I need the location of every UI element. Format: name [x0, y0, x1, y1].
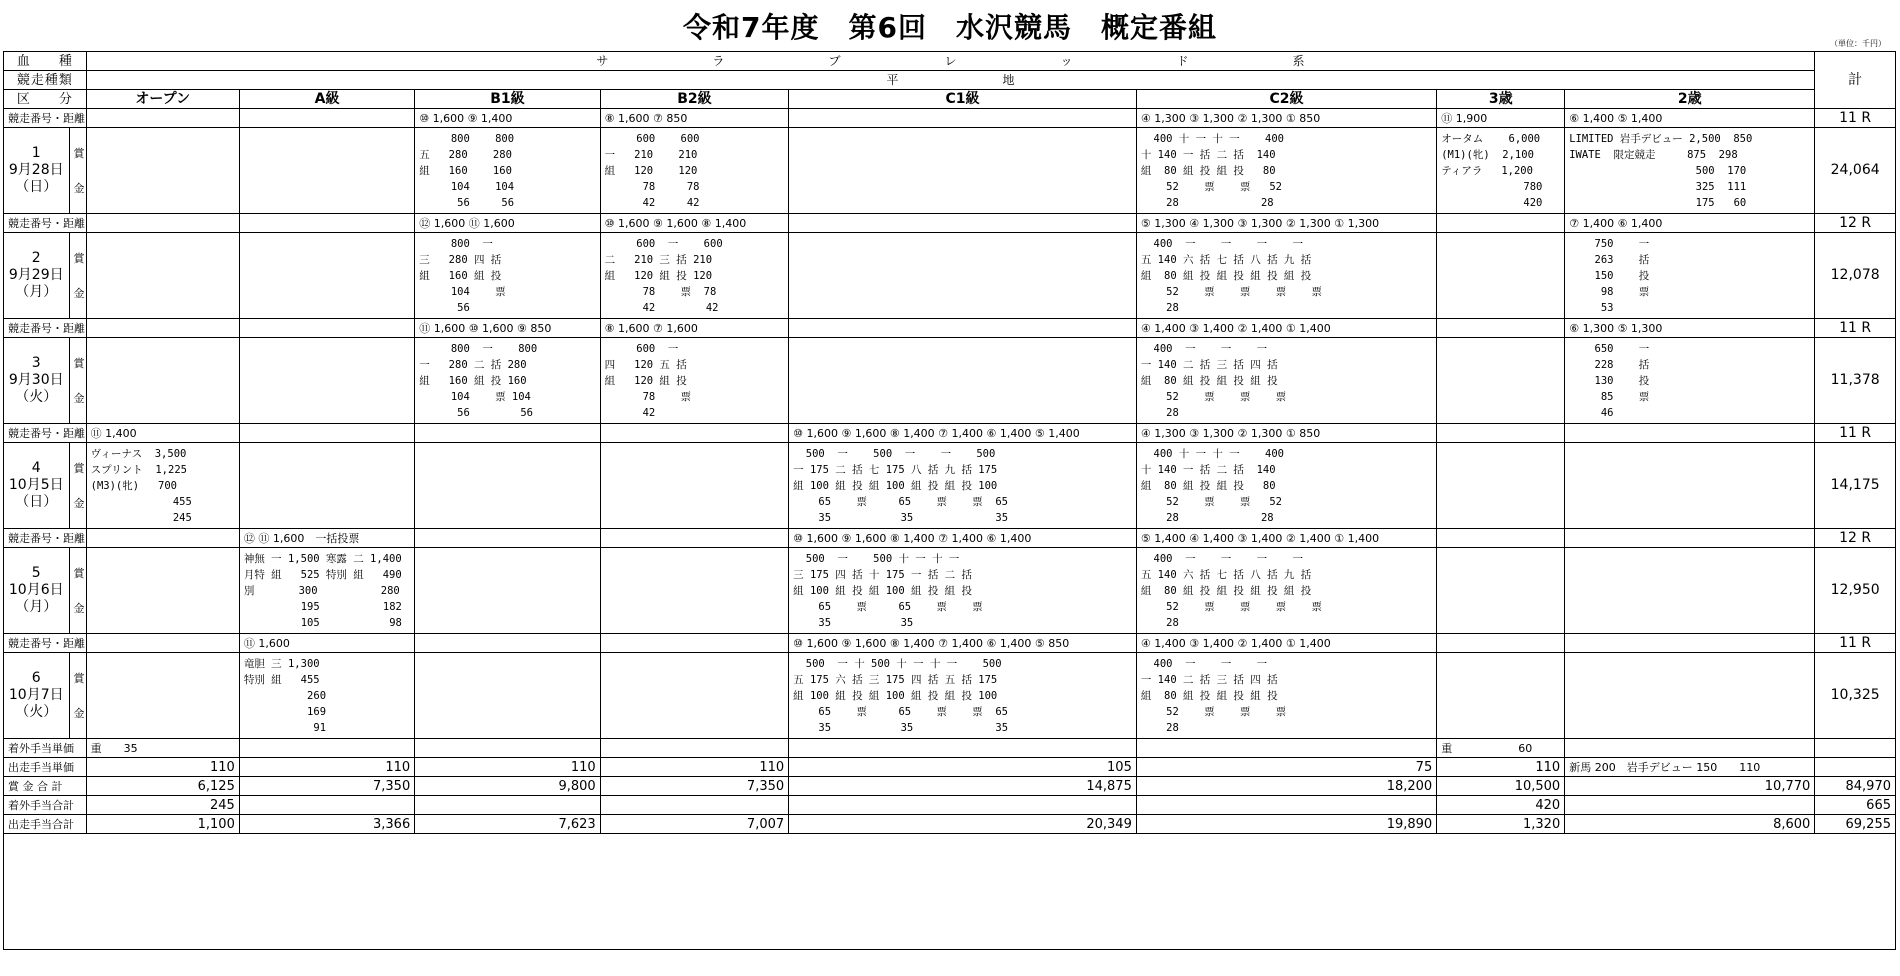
prize-total-row-value: 6,125 [86, 777, 239, 796]
race-type-label: 競走種類 [4, 71, 87, 90]
prize-cell [1136, 233, 1436, 319]
race-distance-cell [239, 214, 414, 233]
day-total: 12,078 [1815, 233, 1896, 319]
day-number: 4 [31, 460, 41, 476]
prize-kanji-char: 賞 [73, 566, 85, 580]
day-date: 10月7日 [8, 687, 64, 703]
extra-unit-row [4, 739, 1896, 758]
prize-cell [86, 128, 239, 214]
race-distance-cell: ⑧ 1,600 ⑦ 850 [600, 109, 788, 128]
prize-kanji-char: 金 [73, 601, 85, 615]
day-date: 9月28日 [8, 162, 64, 178]
prize-kanji [69, 128, 86, 214]
prize-total-row-value: 7,350 [600, 777, 788, 796]
prize-cell [415, 548, 600, 634]
race-number-label: 競走番号・距離 [4, 634, 87, 653]
day-date: 9月29日 [8, 267, 64, 283]
prize-kanji [69, 443, 86, 529]
prize-values: 400 一 一 一 一 140 二 括 三 括 四 括 組 80 組 投 組 投 組 投 52 票 票 票 28 [1140, 342, 1287, 419]
prize-cell [1437, 443, 1565, 529]
prize-row [4, 653, 1896, 739]
race-distance-cell [600, 634, 788, 653]
prize-row [4, 548, 1896, 634]
empty-cell [600, 739, 788, 758]
prize-values: LIMITED 岩手デビュー 2,500 850 IWATE 限定競走 875 298 500 170 325 111 175 60 [1569, 132, 1753, 209]
race-count: 11 R [1815, 634, 1896, 653]
race-distance-cell: ⑫ ⑪ 1,600 一括投票 [239, 529, 414, 548]
day-number: 2 [31, 250, 41, 266]
race-distance-cell: ⑥ 1,300 ⑤ 1,300 [1565, 319, 1815, 338]
race-distance-cell [415, 634, 600, 653]
prize-cell [86, 443, 239, 529]
race-distance-cell: ⑩ 1,600 ⑨ 1,600 ⑧ 1,400 ⑦ 1,400 ⑥ 1,400 ⑤ 850 [789, 634, 1137, 653]
start-unit-value: 105 [789, 758, 1137, 777]
race-type-row [4, 71, 1896, 90]
day-total: 11,378 [1815, 338, 1896, 424]
extra-total-open: 245 [86, 796, 239, 815]
race-number-row [4, 529, 1896, 548]
prize-cell [1565, 653, 1815, 739]
prize-kanji-char: 賞 [73, 461, 85, 475]
day-number: 5 [31, 565, 41, 581]
race-distance-cell [789, 214, 1137, 233]
prize-total-row-value: 18,200 [1136, 777, 1436, 796]
race-distance-cell: ⑩ 1,600 ⑨ 1,400 [415, 109, 600, 128]
race-distance-cell [1437, 424, 1565, 443]
start-unit-value: 110 [86, 758, 239, 777]
day-total: 12,950 [1815, 548, 1896, 634]
spread-char: 系 [1292, 53, 1305, 68]
race-distance-cell: ⑤ 1,400 ④ 1,400 ③ 1,400 ② 1,400 ① 1,400 [1136, 529, 1436, 548]
page-title: 令和7年度 第6回 水沢競馬 概定番組 [683, 11, 1217, 44]
prize-values: 500 一 500 十 一 十 一 三 175 四 括 十 175 一 括 二 括 組 100 組 投 組 100 組 投 組 投 65 票 65 票 票 35 35 [793, 552, 983, 629]
blank-cell [4, 834, 1896, 950]
start-unit-value: 75 [1136, 758, 1436, 777]
unit-note: （単位：千円） [1830, 39, 1886, 48]
class-header: 2歳 [1565, 90, 1815, 109]
prize-kanji [69, 338, 86, 424]
prize-total-row-value: 10,770 [1565, 777, 1815, 796]
extra-unit-label: 着外手当単価 [4, 739, 87, 758]
prize-row [4, 233, 1896, 319]
day-total: 10,325 [1815, 653, 1896, 739]
prize-cell [789, 653, 1137, 739]
prize-cell [1437, 128, 1565, 214]
race-distance-cell [1437, 634, 1565, 653]
prize-cell [1136, 443, 1436, 529]
start-total-row-value: 69,255 [1815, 815, 1896, 834]
prize-values: 800 800 五 280 280 組 160 160 104 104 56 56 [419, 132, 515, 209]
race-number-row [4, 424, 1896, 443]
day-number: 6 [31, 670, 41, 686]
spread-char: サ [596, 53, 609, 68]
start-unit-value: 110 [415, 758, 600, 777]
spread-char: ド [1176, 53, 1189, 68]
race-number-label: 競走番号・距離 [4, 214, 87, 233]
prize-kanji-char: 金 [73, 391, 85, 405]
prize-values: 800 一 800 一 280 二 括 280 組 160 組 投 160 104 票 104 56 56 [419, 342, 538, 419]
empty-cell [415, 739, 600, 758]
race-distance-cell [1437, 319, 1565, 338]
empty-cell [1815, 758, 1896, 777]
race-distance-cell: ④ 1,400 ③ 1,400 ② 1,400 ① 1,400 [1136, 319, 1436, 338]
schedule-table [3, 51, 1896, 950]
prize-cell [600, 233, 788, 319]
start-unit-2sai: 新馬 200 岩手デビュー 150 110 [1565, 758, 1815, 777]
prize-values: 600 一 600 二 210 三 括 210 組 120 組 投 120 78 票 78 42 42 [604, 237, 723, 314]
prize-values: 500 一 十 500 十 一 十 一 500 五 175 六 括 三 175 四 括 五 括 175 組 100 組 投 組 100 組 投 組 投 100 65 票 65 票 票 65 35 35 35 [793, 657, 1009, 734]
race-number-label: 競走番号・距離 [4, 109, 87, 128]
prize-cell [600, 128, 788, 214]
start-unit-value: 110 [239, 758, 414, 777]
prize-kanji-char: 賞 [73, 671, 85, 685]
prize-kanji-char: 金 [73, 286, 85, 300]
start-unit-value: 110 [1437, 758, 1565, 777]
prize-values: 650 一 228 括 130 投 85 票 46 [1594, 342, 1650, 419]
spread-char: レ [944, 53, 957, 68]
prize-values: 600 一 四 120 五 括 組 120 組 投 78 票 42 [604, 342, 692, 419]
start-total-row-value: 3,366 [239, 815, 414, 834]
prize-values: 750 一 263 括 150 投 98 票 53 [1594, 237, 1650, 314]
race-number-label: 競走番号・距離 [4, 529, 87, 548]
start-unit-row [4, 758, 1896, 777]
spread-char: ラ [712, 53, 725, 68]
schedule-body [4, 52, 1896, 950]
race-day [4, 128, 70, 214]
class-header: C2級 [1136, 90, 1436, 109]
class-header: A級 [239, 90, 414, 109]
prize-cell [86, 233, 239, 319]
prize-values: 竜胆 三 1,300 特別 組 455 260 169 91 [243, 657, 327, 734]
prize-cell [1565, 443, 1815, 529]
prize-cell [789, 443, 1137, 529]
race-day [4, 443, 70, 529]
prize-cell [1136, 128, 1436, 214]
class-header: 3歳 [1437, 90, 1565, 109]
spread-char: ブ [828, 53, 841, 68]
race-distance-cell: ④ 1,300 ③ 1,300 ② 1,300 ① 850 [1136, 424, 1436, 443]
prize-cell [86, 338, 239, 424]
day-weekday: （日） [15, 494, 58, 510]
prize-cell [239, 233, 414, 319]
race-distance-cell: ⑫ 1,600 ⑪ 1,600 [415, 214, 600, 233]
empty-cell [239, 739, 414, 758]
class-header: B2級 [600, 90, 788, 109]
race-distance-cell [1437, 214, 1565, 233]
race-distance-cell: ⑪ 1,900 [1437, 109, 1565, 128]
empty-cell [789, 739, 1137, 758]
prize-values: 800 一 三 280 四 括 組 160 組 投 104 票 56 [419, 237, 506, 314]
race-number-row [4, 109, 1896, 128]
empty-cell [600, 796, 788, 815]
extra-unit-open: 重 35 [86, 739, 239, 758]
prize-cell [239, 443, 414, 529]
prize-cell [1437, 653, 1565, 739]
race-distance-cell [239, 109, 414, 128]
day-weekday: （日） [15, 179, 58, 195]
prize-total-row-value: 7,350 [239, 777, 414, 796]
prize-cell [600, 338, 788, 424]
prize-cell [239, 338, 414, 424]
class-header: オープン [86, 90, 239, 109]
spread-char: ッ [1060, 53, 1073, 68]
start-total-row-value: 7,007 [600, 815, 788, 834]
extra-total-sum: 665 [1815, 796, 1896, 815]
prize-cell [789, 128, 1137, 214]
start-total-row-value: 1,100 [86, 815, 239, 834]
race-distance-cell [86, 529, 239, 548]
prize-cell [86, 653, 239, 739]
extra-total-row [4, 796, 1896, 815]
race-distance-cell: ⑪ 1,600 [239, 634, 414, 653]
prize-kanji [69, 233, 86, 319]
race-distance-cell [1437, 529, 1565, 548]
race-distance-cell [1565, 424, 1815, 443]
prize-cell [1565, 233, 1815, 319]
class-header: C1級 [789, 90, 1137, 109]
day-total: 14,175 [1815, 443, 1896, 529]
empty-cell [415, 796, 600, 815]
prize-total-row-value: 14,875 [789, 777, 1137, 796]
prize-total-row-value: 84,970 [1815, 777, 1896, 796]
prize-values: 400 十 一 十 一 400 十 140 一 括 二 括 140 組 80 組 投 組 投 80 52 票 票 52 28 28 [1140, 447, 1285, 524]
start-total-row-value: 19,890 [1136, 815, 1436, 834]
prize-row [4, 338, 1896, 424]
prize-cell [1565, 128, 1815, 214]
race-distance-cell [415, 529, 600, 548]
race-distance-cell: ⑪ 1,600 ⑩ 1,600 ⑨ 850 [415, 319, 600, 338]
race-number-label: 競走番号・距離 [4, 319, 87, 338]
prize-cell [1565, 338, 1815, 424]
race-distance-cell [789, 109, 1137, 128]
extra-unit-3sai: 重 60 [1437, 739, 1565, 758]
prize-kanji-char: 金 [73, 706, 85, 720]
prize-cell [86, 548, 239, 634]
race-number-row [4, 634, 1896, 653]
prize-total-row-value: 10,500 [1437, 777, 1565, 796]
start-total-row-label: 出走手当合計 [4, 815, 87, 834]
prize-kanji-char: 金 [73, 181, 85, 195]
prize-total-row-label: 賞 金 合 計 [4, 777, 87, 796]
prize-values: 600 600 一 210 210 組 120 120 78 78 42 42 [604, 132, 700, 209]
empty-cell [1136, 739, 1436, 758]
prize-cell [1136, 653, 1436, 739]
prize-row [4, 128, 1896, 214]
empty-cell [239, 796, 414, 815]
race-day [4, 548, 70, 634]
day-total: 24,064 [1815, 128, 1896, 214]
start-unit-label: 出走手当単価 [4, 758, 87, 777]
prize-values: 400 一 一 一 一 140 二 括 三 括 四 括 組 80 組 投 組 投 組 投 52 票 票 票 28 [1140, 657, 1287, 734]
class-label: 区 分 [4, 90, 87, 109]
prize-cell [415, 128, 600, 214]
race-distance-cell: ⑧ 1,600 ⑦ 1,600 [600, 319, 788, 338]
race-distance-cell [600, 424, 788, 443]
prize-kanji [69, 653, 86, 739]
day-date: 10月6日 [8, 582, 64, 598]
prize-values: 400 十 一 十 一 400 十 140 一 括 二 括 140 組 80 組 投 組 投 80 52 票 票 52 28 28 [1140, 132, 1285, 209]
race-distance-cell: ④ 1,300 ③ 1,300 ② 1,300 ① 850 [1136, 109, 1436, 128]
prize-cell [1437, 548, 1565, 634]
race-distance-cell: ⑩ 1,600 ⑨ 1,600 ⑧ 1,400 [600, 214, 788, 233]
class-row [4, 90, 1896, 109]
race-number-row [4, 319, 1896, 338]
race-distance-cell [86, 634, 239, 653]
prize-values: 400 一 一 一 一 五 140 六 括 七 括 八 括 九 括 組 80 組 投 組 投 組 投 組 投 52 票 票 票 票 28 [1140, 237, 1322, 314]
prize-cell [239, 548, 414, 634]
prize-row [4, 443, 1896, 529]
empty-cell [789, 796, 1137, 815]
race-distance-cell [239, 424, 414, 443]
race-distance-cell: ⑪ 1,400 [86, 424, 239, 443]
prize-cell [415, 653, 600, 739]
start-total-row [4, 815, 1896, 834]
race-distance-cell: ④ 1,400 ③ 1,400 ② 1,400 ① 1,400 [1136, 634, 1436, 653]
empty-cell [1136, 796, 1436, 815]
blood-row [4, 52, 1896, 71]
race-distance-cell [86, 109, 239, 128]
empty-cell [1565, 739, 1815, 758]
day-date: 9月30日 [8, 372, 64, 388]
prize-values: 400 一 一 一 一 五 140 六 括 七 括 八 括 九 括 組 80 組 投 組 投 組 投 組 投 52 票 票 票 票 28 [1140, 552, 1322, 629]
start-total-row-value: 8,600 [1565, 815, 1815, 834]
prize-values: オータム 6,000 (M1)(牝) 2,100 ティアラ 1,200 780 420 [1441, 132, 1543, 209]
race-distance-cell: ⑥ 1,400 ⑤ 1,400 [1565, 109, 1815, 128]
prize-kanji-char: 賞 [73, 146, 85, 160]
prize-cell [415, 233, 600, 319]
race-distance-cell [239, 319, 414, 338]
race-distance-cell: ⑦ 1,400 ⑥ 1,400 [1565, 214, 1815, 233]
start-unit-value: 110 [600, 758, 788, 777]
prize-values: 神無 一 1,500 寒露 二 1,400 月特 組 525 特別 組 490 別 300 280 195 182 105 98 [243, 552, 402, 629]
day-number: 1 [31, 145, 41, 161]
race-distance-cell [1565, 529, 1815, 548]
prize-kanji-char: 賞 [73, 251, 85, 265]
race-distance-cell [86, 319, 239, 338]
day-number: 3 [31, 355, 41, 371]
blood-label: 血 種 [4, 52, 87, 71]
race-distance-cell [789, 319, 1137, 338]
day-date: 10月5日 [8, 477, 64, 493]
race-count: 11 R [1815, 424, 1896, 443]
prize-cell [789, 548, 1137, 634]
start-total-row-value: 1,320 [1437, 815, 1565, 834]
day-weekday: （月） [15, 284, 58, 300]
race-day [4, 233, 70, 319]
race-distance-cell: ⑤ 1,300 ④ 1,300 ③ 1,300 ② 1,300 ① 1,300 [1136, 214, 1436, 233]
extra-total-label: 着外手当合計 [4, 796, 87, 815]
prize-cell [1565, 548, 1815, 634]
race-distance-cell [415, 424, 600, 443]
prize-kanji [69, 548, 86, 634]
race-day [4, 653, 70, 739]
race-day [4, 338, 70, 424]
prize-cell [789, 233, 1137, 319]
prize-cell [600, 548, 788, 634]
prize-cell [600, 443, 788, 529]
race-type-value [86, 71, 1815, 90]
race-count: 12 R [1815, 529, 1896, 548]
spread-char: 地 [1002, 72, 1015, 87]
prize-cell [1136, 548, 1436, 634]
race-count: 11 R [1815, 109, 1896, 128]
race-distance-cell: ⑩ 1,600 ⑨ 1,600 ⑧ 1,400 ⑦ 1,400 ⑥ 1,400 [789, 529, 1137, 548]
prize-values: 500 一 500 一 一 500 一 175 二 括 七 175 八 括 九 括 175 組 100 組 投 組 100 組 投 組 投 100 65 票 65 票 票 65 35 35 35 [793, 447, 1009, 524]
spread-char: 平 [886, 72, 899, 87]
prize-cell [415, 443, 600, 529]
race-count: 11 R [1815, 319, 1896, 338]
prize-cell [239, 128, 414, 214]
prize-cell [415, 338, 600, 424]
prize-cell [1437, 338, 1565, 424]
race-distance-cell [600, 529, 788, 548]
empty-cell [1815, 739, 1896, 758]
empty-cell [1565, 796, 1815, 815]
blood-value [86, 52, 1815, 71]
start-total-row-value: 7,623 [415, 815, 600, 834]
race-distance-cell [1565, 634, 1815, 653]
prize-kanji-char: 金 [73, 496, 85, 510]
race-distance-cell: ⑩ 1,600 ⑨ 1,600 ⑧ 1,400 ⑦ 1,400 ⑥ 1,400 ⑤ 1,400 [789, 424, 1137, 443]
day-weekday: （火） [15, 704, 58, 720]
prize-total-row [4, 777, 1896, 796]
prize-values: ヴィーナス 3,500 スプリント 1,225 (M3)(牝) 700 455 245 [90, 447, 192, 524]
day-weekday: （月） [15, 599, 58, 615]
start-total-row-value: 20,349 [789, 815, 1137, 834]
prize-cell [1437, 233, 1565, 319]
prize-cell [789, 338, 1137, 424]
extra-total-3sai: 420 [1437, 796, 1565, 815]
class-header: B1級 [415, 90, 600, 109]
race-distance-cell [86, 214, 239, 233]
total-header: 計 [1815, 52, 1896, 109]
prize-total-row-value: 9,800 [415, 777, 600, 796]
blank-area [4, 834, 1896, 950]
day-weekday: （火） [15, 389, 58, 405]
prize-cell [1136, 338, 1436, 424]
prize-cell [239, 653, 414, 739]
race-count: 12 R [1815, 214, 1896, 233]
prize-kanji-char: 賞 [73, 356, 85, 370]
race-number-label: 競走番号・距離 [4, 424, 87, 443]
race-number-row [4, 214, 1896, 233]
prize-cell [600, 653, 788, 739]
